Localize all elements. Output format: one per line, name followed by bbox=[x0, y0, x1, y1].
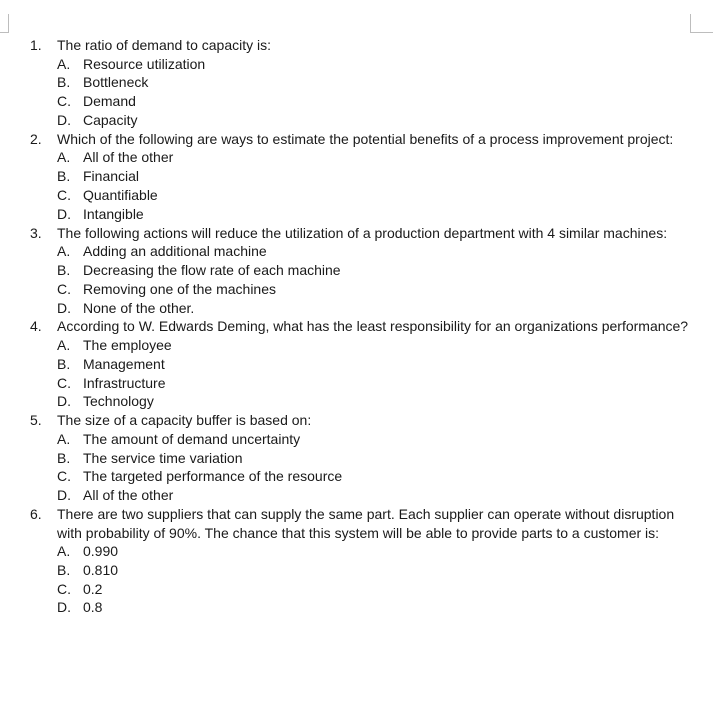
option-text: 0.810 bbox=[83, 561, 119, 578]
answer-option bbox=[57, 205, 700, 224]
answer-options bbox=[57, 542, 700, 617]
answer-option bbox=[57, 542, 700, 561]
option-letter: A. bbox=[57, 149, 71, 166]
answer-option bbox=[57, 280, 700, 299]
option-letter: C. bbox=[57, 280, 71, 297]
option-letter: C. bbox=[57, 93, 71, 110]
answer-option bbox=[57, 55, 700, 74]
answer-options bbox=[57, 55, 700, 130]
question-number: 6. bbox=[30, 505, 42, 522]
option-text: 0.2 bbox=[83, 580, 103, 597]
option-text: Resource utilization bbox=[83, 55, 206, 72]
answer-option bbox=[57, 92, 700, 111]
answer-option bbox=[57, 430, 700, 449]
option-text: Financial bbox=[83, 168, 140, 185]
answer-option bbox=[57, 167, 700, 186]
question-text: According to W. Edwards Deming, what has the least responsibility for an organizations performance? bbox=[57, 318, 689, 335]
option-text: The targeted performance of the resource bbox=[83, 468, 343, 485]
question-number: 4. bbox=[30, 318, 42, 335]
margin-corner-mark-left bbox=[0, 14, 9, 33]
option-letter: B. bbox=[57, 261, 71, 278]
option-letter: A. bbox=[57, 243, 71, 260]
option-letter: A. bbox=[57, 336, 71, 353]
option-text: Intangible bbox=[83, 205, 144, 222]
option-letter: C. bbox=[57, 468, 71, 485]
option-letter: B. bbox=[57, 561, 71, 578]
question-text: The following actions will reduce the utilization of a production department with 4 similar machines: bbox=[57, 224, 668, 241]
answer-option bbox=[57, 598, 700, 617]
margin-corner-mark-right bbox=[690, 14, 713, 33]
option-letter: D. bbox=[57, 599, 71, 616]
answer-option bbox=[57, 336, 700, 355]
option-letter: C. bbox=[57, 374, 71, 391]
answer-options bbox=[57, 430, 700, 505]
question-6 bbox=[0, 505, 700, 617]
option-text: Adding an additional machine bbox=[83, 243, 267, 260]
answer-option bbox=[57, 392, 700, 411]
question-1 bbox=[0, 36, 700, 130]
option-letter: B. bbox=[57, 355, 71, 372]
option-text: Removing one of the machines bbox=[83, 280, 276, 297]
question-number: 3. bbox=[30, 224, 42, 241]
option-text: Technology bbox=[83, 393, 154, 410]
option-text: 0.8 bbox=[83, 599, 103, 616]
option-letter: B. bbox=[57, 74, 71, 91]
answer-option bbox=[57, 467, 700, 486]
option-text: All of the other bbox=[83, 487, 174, 504]
answer-options bbox=[57, 242, 700, 317]
option-letter: D. bbox=[57, 393, 71, 410]
answer-options bbox=[57, 336, 700, 411]
question-number: 5. bbox=[30, 412, 42, 429]
option-text: Management bbox=[83, 355, 165, 372]
option-text: Demand bbox=[83, 93, 136, 110]
answer-option bbox=[57, 148, 700, 167]
question-text: Which of the following are ways to estimate the potential benefits of a process improvement project: bbox=[57, 130, 674, 147]
answer-option bbox=[57, 580, 700, 599]
option-letter: B. bbox=[57, 449, 71, 466]
option-text: Capacity bbox=[83, 111, 138, 128]
question-number: 1. bbox=[30, 37, 42, 53]
option-text: 0.990 bbox=[83, 543, 119, 560]
answer-option bbox=[57, 374, 700, 393]
answer-option bbox=[57, 73, 700, 92]
option-letter: B. bbox=[57, 168, 71, 185]
option-text: Decreasing the flow rate of each machine bbox=[83, 261, 341, 278]
option-letter: D. bbox=[57, 487, 71, 504]
option-text: Bottleneck bbox=[83, 74, 149, 91]
answer-option bbox=[57, 486, 700, 505]
answer-option bbox=[57, 186, 700, 205]
question-4 bbox=[0, 317, 700, 411]
option-text: The amount of demand uncertainty bbox=[83, 430, 301, 447]
option-text: Infrastructure bbox=[83, 374, 166, 391]
answer-option bbox=[57, 242, 700, 261]
answer-option bbox=[57, 355, 700, 374]
question-3 bbox=[0, 224, 700, 318]
answer-option bbox=[57, 561, 700, 580]
option-letter: A. bbox=[57, 430, 71, 447]
option-letter: A. bbox=[57, 543, 71, 560]
answer-option bbox=[57, 261, 700, 280]
option-letter: D. bbox=[57, 111, 71, 128]
answer-option bbox=[57, 111, 700, 130]
option-text: The service time variation bbox=[83, 449, 243, 466]
option-text: The employee bbox=[83, 336, 172, 353]
answer-option bbox=[57, 449, 700, 468]
question-text: The ratio of demand to capacity is: bbox=[57, 37, 271, 53]
answer-options bbox=[57, 148, 700, 223]
option-text: All of the other bbox=[83, 149, 174, 166]
question-number: 2. bbox=[30, 130, 42, 147]
answer-option bbox=[57, 299, 700, 318]
option-letter: D. bbox=[57, 205, 71, 222]
question-5 bbox=[0, 411, 700, 505]
question-2 bbox=[0, 130, 700, 224]
option-letter: C. bbox=[57, 186, 71, 203]
option-letter: C. bbox=[57, 580, 71, 597]
option-letter: A. bbox=[57, 55, 71, 72]
question-text: The size of a capacity buffer is based on: bbox=[57, 412, 312, 429]
question-text: There are two suppliers that can supply the same part. Each supplier can operate without disruption with probability of 90%. The chance that this system will be able to provide parts to a customer is: bbox=[57, 505, 675, 541]
document-body bbox=[0, 36, 700, 617]
option-letter: D. bbox=[57, 299, 71, 316]
option-text: None of the other. bbox=[83, 299, 195, 316]
option-text: Quantifiable bbox=[83, 186, 158, 203]
